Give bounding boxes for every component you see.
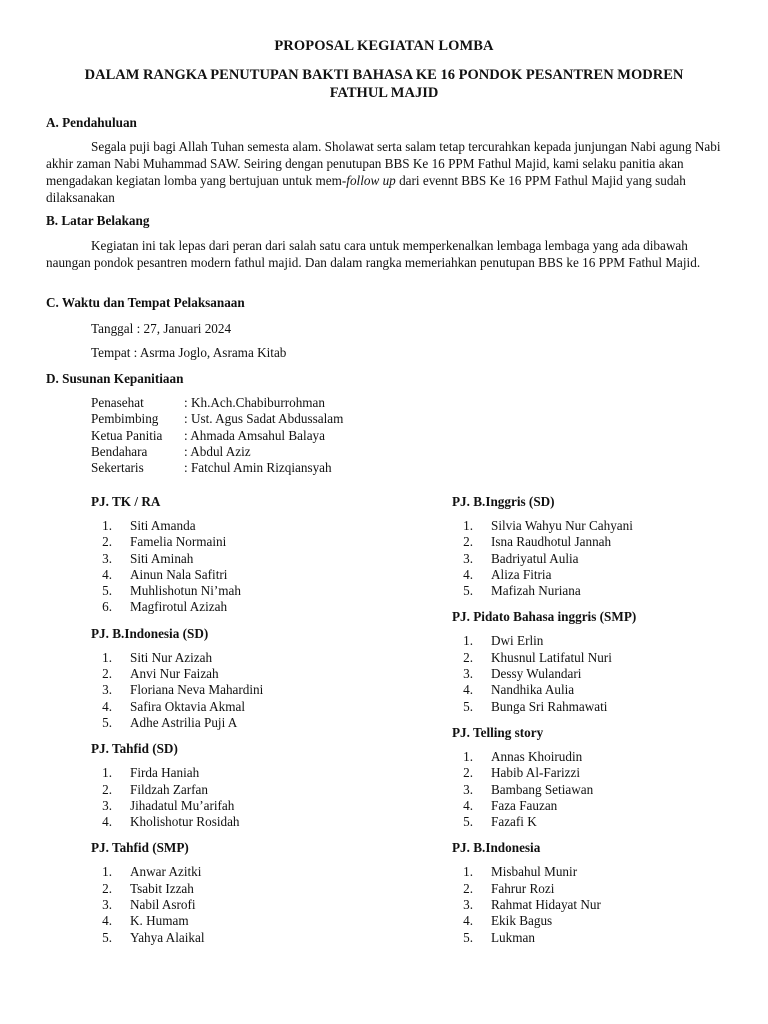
member-list xyxy=(91,650,411,731)
list-item: 4. Ainun Nala Safitri xyxy=(102,566,228,582)
committee-name: : Ahmada Amsahul Balaya xyxy=(184,427,326,443)
list-item: 4. Ekik Bagus xyxy=(463,913,553,929)
group-binggris-sd xyxy=(452,493,768,599)
group-title: PJ. Telling story xyxy=(452,724,544,740)
list-item: 1. Siti Amanda xyxy=(102,518,196,533)
list-item: 1. Misbahul Munir xyxy=(463,864,578,880)
list-item: 3. Rahmat Hidayat Nur xyxy=(463,897,601,913)
section-a-paragraph xyxy=(46,138,721,206)
section-d-heading: D. Susunan Kepanitiaan xyxy=(46,371,184,386)
committee-row xyxy=(91,460,343,476)
group-bindonesia xyxy=(452,839,768,945)
list-item: 2. Fildzah Zarfan xyxy=(102,781,208,797)
list-item: 2. Tsabit Izzah xyxy=(102,880,194,896)
group-tahfid-sd xyxy=(91,740,411,830)
committee-row xyxy=(91,411,343,427)
section-b-text: Kegiatan ini tak lepas dari peran dari salah satu cara untuk memperkenalkan lembaga lembaga yang ada dibawah naungan pondok pesantren modern fathul majid. Dan dalam rangka memeriahkan penutupan BBS ke 16 PPM Fathul Majid. xyxy=(46,238,701,270)
list-item: 3. Badriyatul Aulia xyxy=(463,550,579,566)
committee-name: : Kh.Ach.Chabiburrohman xyxy=(184,395,326,410)
committee-list xyxy=(91,395,343,476)
committee-row xyxy=(91,428,343,444)
committee-name: : Ust. Agus Sadat Abdussalam xyxy=(184,411,344,427)
list-item: 3. Jihadatul Mu’arifah xyxy=(102,797,235,813)
list-item: 5. Lukman xyxy=(463,929,535,945)
member-list xyxy=(91,765,411,830)
list-item: 4. Aliza Fitria xyxy=(463,566,552,582)
left-column xyxy=(91,493,411,955)
list-item: 2. Habib Al-Farizzi xyxy=(463,765,580,781)
event-date: Tanggal : 27, Januari 2024 xyxy=(91,321,232,336)
group-title: PJ. B.Indonesia xyxy=(452,840,541,856)
section-a-text-2: dari evennt BBS Ke 16 PPM Fathul Majid yang sudah dilaksanakan xyxy=(46,173,686,205)
section-c-heading: C. Waktu dan Tempat Pelaksanaan xyxy=(46,295,245,310)
section-a-heading: A. Pendahuluan xyxy=(46,115,137,130)
list-item: 4. Nandhika Aulia xyxy=(463,682,575,698)
list-item: 5. Fazafi K xyxy=(463,814,537,830)
list-item: 1. Dwi Erlin xyxy=(463,633,544,649)
document-title: PROPOSAL KEGIATAN LOMBA xyxy=(274,38,494,54)
section-a-italic-text: follow up xyxy=(346,173,396,188)
list-item: 5. Bunga Sri Rahmawati xyxy=(463,698,608,714)
list-item: 4. Safira Oktavia Akmal xyxy=(102,698,245,714)
member-list xyxy=(91,864,411,945)
list-item: 1. Anwar Azitki xyxy=(102,864,202,880)
group-title: PJ. TK / RA xyxy=(91,494,161,509)
committee-role: Sekertaris xyxy=(91,460,144,476)
list-item: 1. Siti Nur Azizah xyxy=(102,649,213,665)
group-tahfid-smp xyxy=(91,839,411,945)
section-b-paragraph xyxy=(46,237,721,271)
group-tk-ra xyxy=(91,493,411,616)
list-item: 3. Floriana Neva Mahardini xyxy=(102,682,264,698)
list-item: 5. Adhe Astrilia Puji A xyxy=(102,714,238,730)
group-title: PJ. Tahfid (SD) xyxy=(91,741,178,757)
group-pidato-smp xyxy=(452,608,768,714)
list-item: 5. Mafizah Nuriana xyxy=(463,583,581,599)
list-item: 1. Firda Haniah xyxy=(102,765,200,781)
list-item: 4. K. Humam xyxy=(102,913,189,929)
committee-role: Bendahara xyxy=(91,443,148,459)
group-title: PJ. Tahfid (SMP) xyxy=(91,840,189,856)
group-title: PJ. B.Indonesia (SD) xyxy=(91,625,209,641)
list-item: 2. Khusnul Latifatul Nuri xyxy=(463,649,612,665)
committee-role: Ketua Panitia xyxy=(91,427,163,443)
member-list xyxy=(452,749,768,830)
committee-row xyxy=(91,444,343,460)
list-item: 3. Siti Aminah xyxy=(102,550,194,566)
list-item: 1. Silvia Wahyu Nur Cahyani xyxy=(463,518,633,533)
section-a-text-1: Segala puji bagi Allah Tuhan semesta alam. Sholawat serta salam tetap tercurahkan kepada junjungan Nabi agung Nabi akhir zaman Nabi Muhammad SAW. Seiring dengan penutupan BBS Ke 16 PPM Fathul Majid, kami selaku panitia akan mengadakan kegiatan lomba yang bertujuan untuk mem- xyxy=(46,139,721,188)
group-title: PJ. Pidato Bahasa inggris (SMP) xyxy=(452,609,637,625)
section-b-heading: B. Latar Belakang xyxy=(46,213,150,228)
committee-role: Penasehat xyxy=(91,395,144,410)
list-item: 4. Kholishotur Rosidah xyxy=(102,814,240,830)
member-list xyxy=(452,864,768,945)
list-item: 4. Faza Fauzan xyxy=(463,797,558,813)
list-item: 3. Dessy Wulandari xyxy=(463,666,582,682)
list-item: 2. Isna Raudhotul Jannah xyxy=(463,534,612,550)
committee-name: : Abdul Aziz xyxy=(184,443,251,459)
list-item: 2. Famelia Normaini xyxy=(102,534,227,550)
member-list xyxy=(452,633,768,714)
list-item: 2. Fahrur Rozi xyxy=(463,880,555,896)
list-item: 2. Anvi Nur Faizah xyxy=(102,666,219,682)
document-subtitle: DALAM RANGKA PENUTUPAN BAKTI BAHASA KE 16 PONDOK PESANTREN MODREN FATHUL MAJID xyxy=(84,67,684,101)
list-item: 5. Muhlishotun Ni’mah xyxy=(102,583,241,599)
list-item: 3. Bambang Setiawan xyxy=(463,781,594,797)
list-item: 5. Yahya Alaikal xyxy=(102,929,205,945)
committee-row xyxy=(91,395,343,411)
list-item: 6. Magfirotul Azizah xyxy=(102,599,228,615)
group-bindonesia-sd xyxy=(91,625,411,731)
member-list xyxy=(452,518,768,599)
right-column xyxy=(452,493,768,955)
event-place: Tempat : Asrma Joglo, Asrama Kitab xyxy=(91,345,287,360)
member-list xyxy=(91,518,411,616)
committee-role: Pembimbing xyxy=(91,411,159,427)
group-telling-story xyxy=(452,724,768,830)
group-title: PJ. B.Inggris (SD) xyxy=(452,494,555,509)
list-item: 1. Annas Khoirudin xyxy=(463,748,583,764)
list-item: 3. Nabil Asrofi xyxy=(102,897,196,913)
committee-name: : Fatchul Amin Rizqiansyah xyxy=(184,460,332,476)
